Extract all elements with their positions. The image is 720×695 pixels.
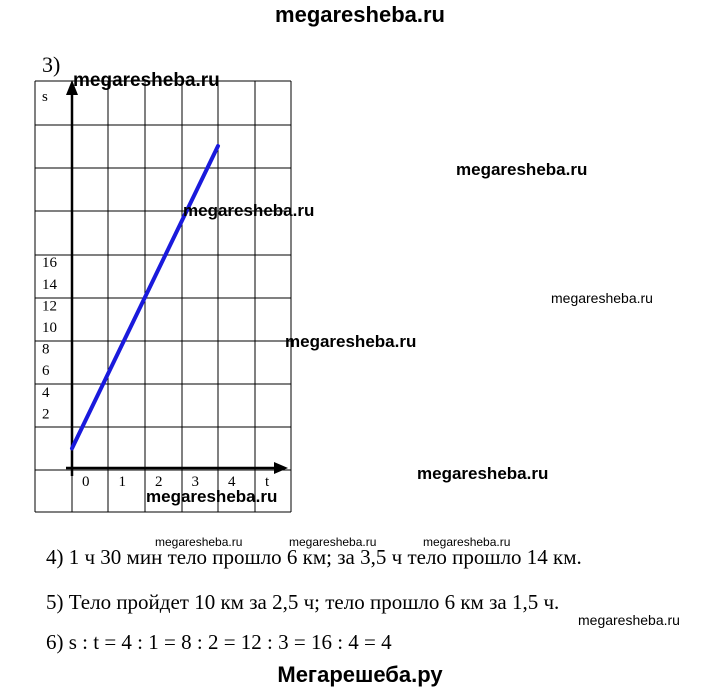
x-tick-label: 2 xyxy=(155,474,163,490)
watermark: megaresheba.ru xyxy=(423,535,511,549)
x-tick-label: 0 xyxy=(82,474,90,490)
x-tick-label: 1 xyxy=(118,474,126,490)
y-tick-label: 16 xyxy=(42,255,57,272)
answer-4: 4) 1 ч 30 мин тело прошло 6 км; за 3,5 ч тело прошло 14 км. xyxy=(46,545,582,569)
watermark-bottom: Мегарешеба.ру xyxy=(277,662,443,687)
y-tick-label: 8 xyxy=(42,341,50,358)
y-tick-label: 6 xyxy=(42,363,50,380)
watermark: megaresheba.ru xyxy=(285,332,417,351)
x-tick-label: 3 xyxy=(191,474,199,490)
watermark: megaresheba.ru xyxy=(155,535,243,549)
answer-5: 5) Тело пройдет 10 км за 2,5 ч; тело прошло 6 км за 1,5 ч. xyxy=(46,590,560,614)
tick-labels xyxy=(42,89,270,490)
part-3-label: 3) xyxy=(42,52,61,77)
watermark: megaresheba.ru xyxy=(551,290,653,306)
watermark-top: megaresheba.ru xyxy=(275,2,445,27)
y-tick-label: 14 xyxy=(42,276,57,293)
y-axis-label: s xyxy=(42,89,48,105)
watermark: megaresheba.ru xyxy=(417,464,549,483)
answer-6: 6) s : t = 4 : 1 = 8 : 2 = 12 : 3 = 16 : 4 = 4 xyxy=(46,630,392,654)
watermark: megaresheba.ru xyxy=(146,487,278,506)
watermark: megaresheba.ru xyxy=(73,70,220,91)
y-tick-label: 10 xyxy=(42,320,57,336)
y-tick-label: 4 xyxy=(42,384,50,401)
x-axis-label: t xyxy=(265,474,270,490)
watermark: megaresheba.ru xyxy=(456,160,588,179)
y-tick-label: 2 xyxy=(42,406,50,423)
watermark: megaresheba.ru xyxy=(578,612,680,628)
watermark: megaresheba.ru xyxy=(289,535,377,549)
y-tick-label: 12 xyxy=(42,298,57,315)
watermark: megaresheba.ru xyxy=(183,201,315,220)
x-axis-arrow xyxy=(274,462,288,474)
x-tick-label: 4 xyxy=(228,474,236,490)
